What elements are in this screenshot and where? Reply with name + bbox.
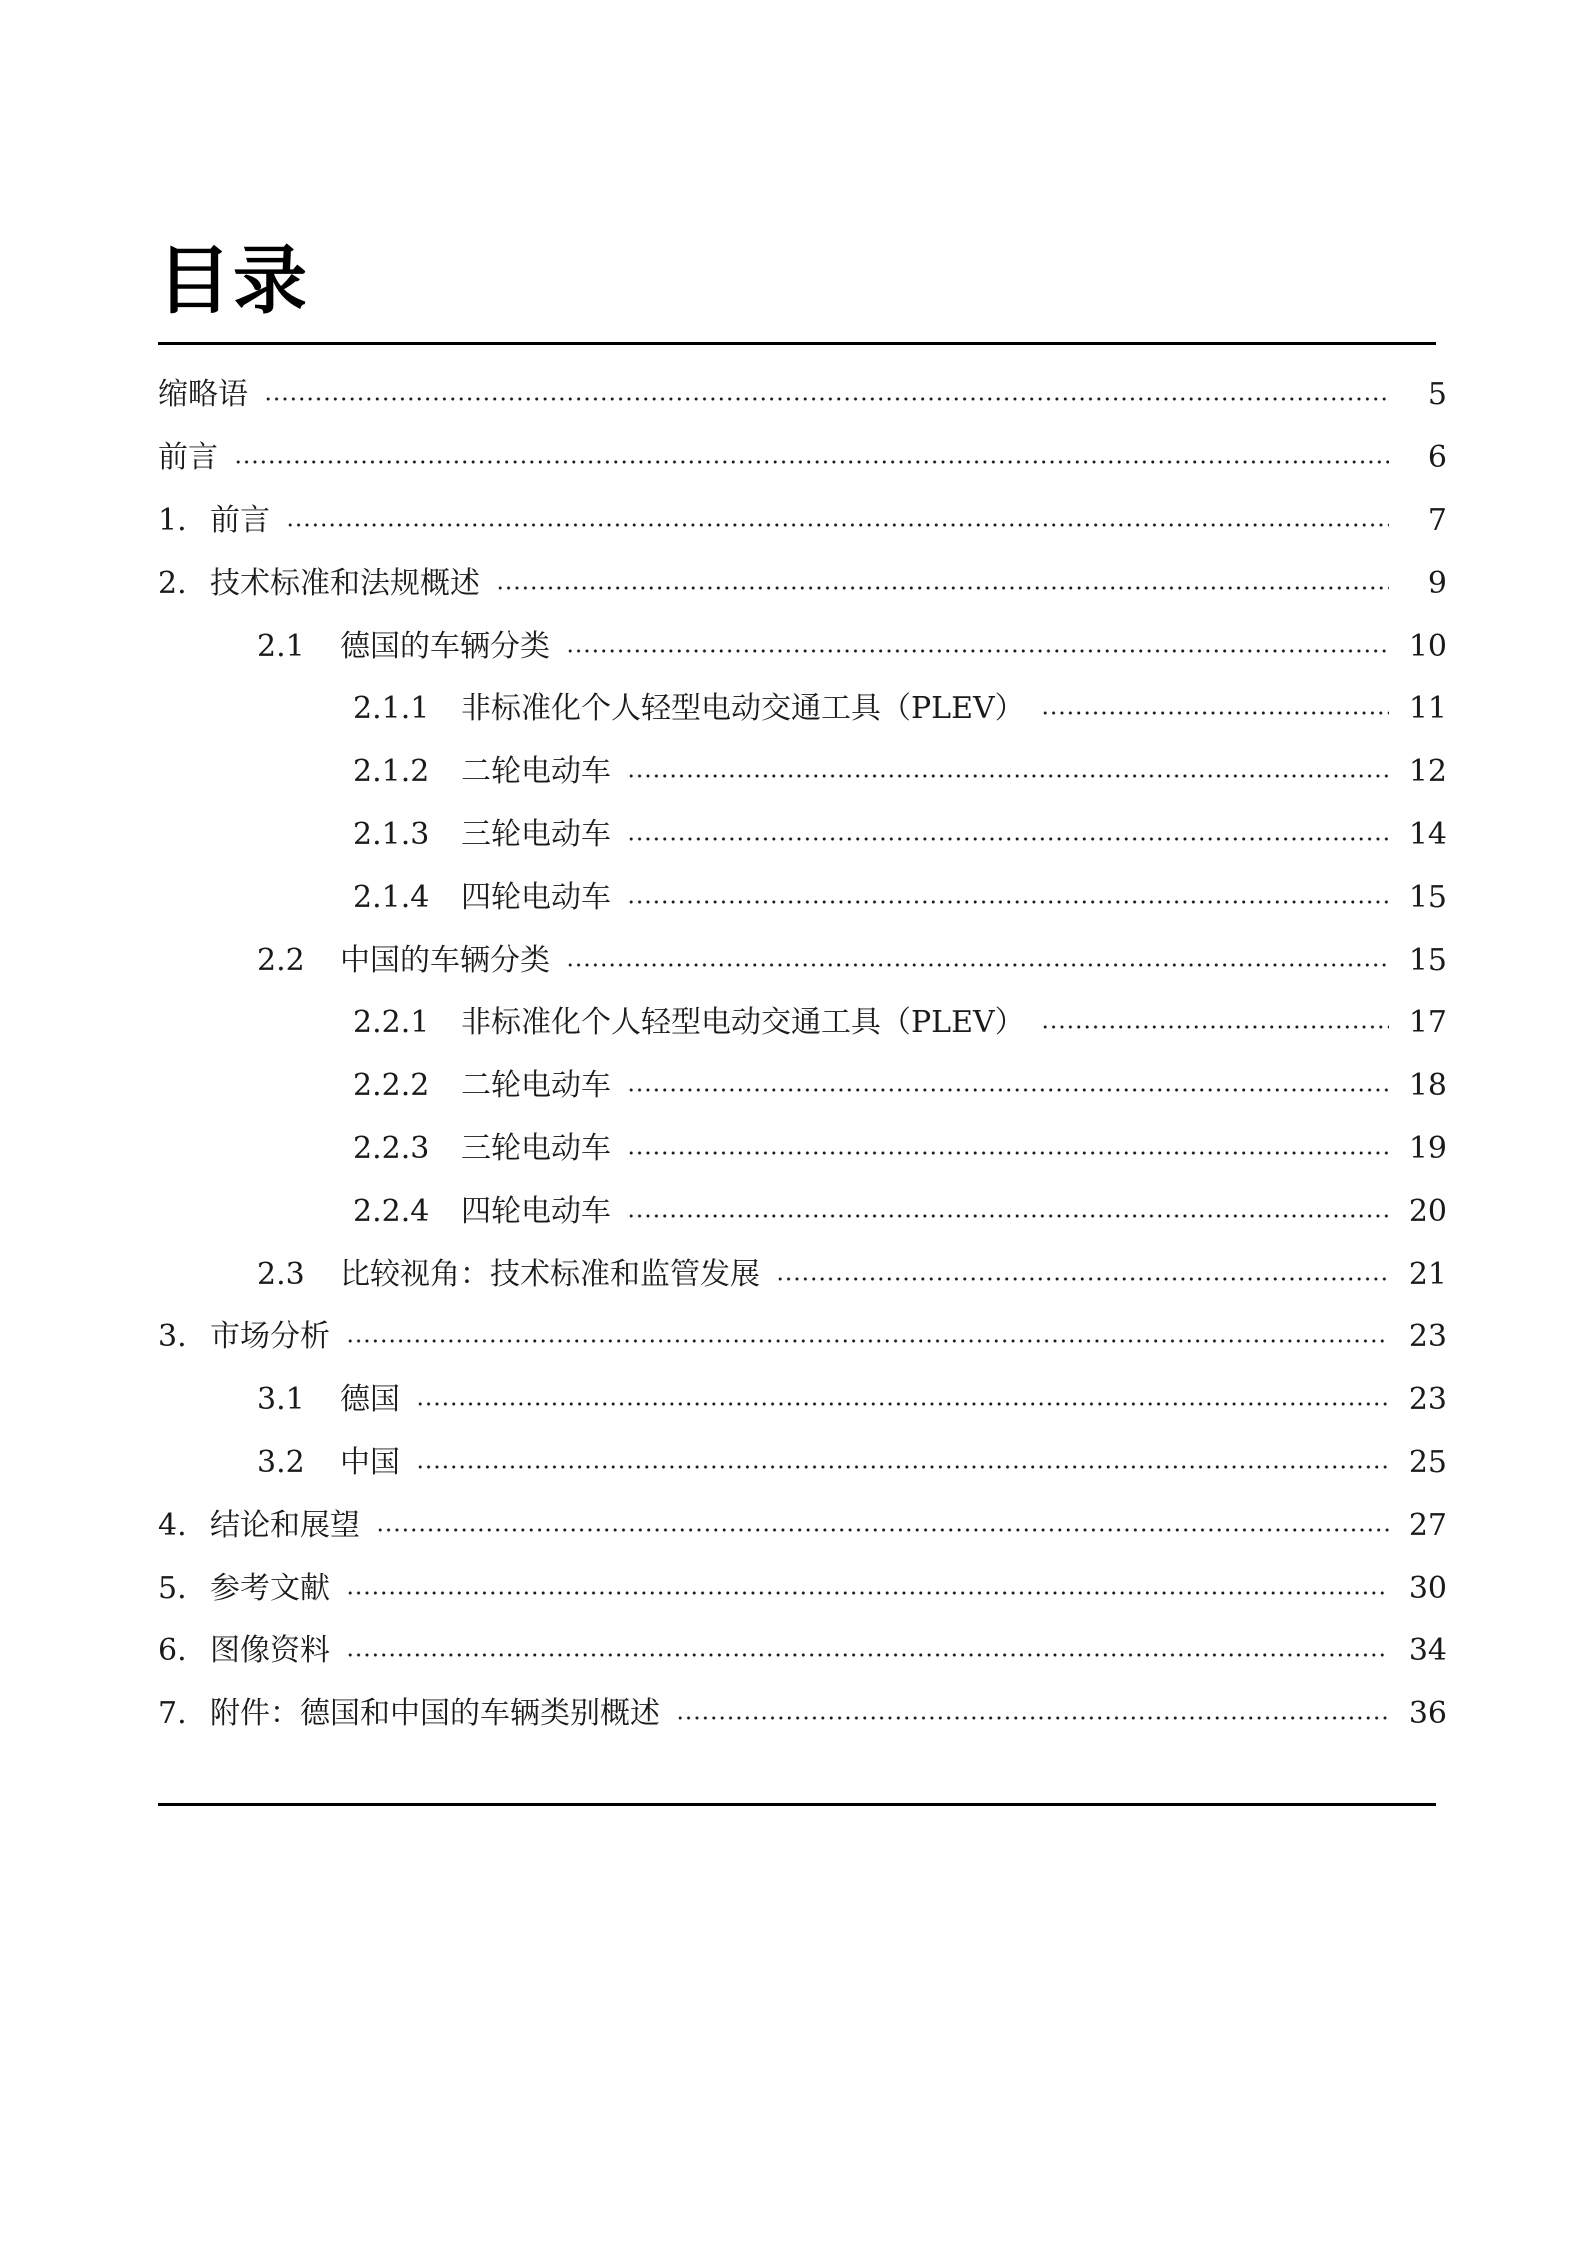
- toc-entry-label: 二轮电动车: [461, 754, 611, 790]
- toc-entry-number: 3.2: [257, 1444, 305, 1480]
- dot-leader: [234, 455, 1389, 469]
- toc-entry-number: 3.1: [257, 1382, 305, 1418]
- dot-leader: [627, 1209, 1389, 1223]
- dot-leader: [627, 832, 1389, 846]
- toc-entry-page: 7: [1427, 502, 1447, 538]
- toc-entry-page: 12: [1408, 754, 1447, 790]
- toc-entry-number: 2.: [158, 565, 187, 601]
- toc-entry-page: 18: [1408, 1068, 1447, 1104]
- toc-entry-label: 前言: [158, 440, 218, 476]
- toc-entry[interactable]: [0, 1118, 1586, 1181]
- toc-entry[interactable]: [0, 1432, 1586, 1495]
- toc-entry-label: 前言: [210, 502, 270, 538]
- toc-entry-label: 四轮电动车: [461, 879, 611, 915]
- toc-entry-page: 6: [1427, 440, 1447, 476]
- toc-entry-label: 德国: [340, 1382, 400, 1418]
- toc-entry-page: 11: [1408, 691, 1447, 727]
- toc-entry-label: 德国的车辆分类: [340, 628, 550, 664]
- toc-entry[interactable]: [0, 1494, 1586, 1557]
- toc-entry-page: 36: [1408, 1696, 1447, 1732]
- dot-leader: [627, 895, 1389, 909]
- page-title: 目录: [157, 238, 309, 324]
- toc-entry-page: 5: [1427, 377, 1447, 413]
- toc-entry[interactable]: [0, 1620, 1586, 1683]
- toc-entry-page: 27: [1408, 1507, 1447, 1543]
- dot-leader: [627, 769, 1389, 783]
- toc-entry-number: 7.: [158, 1696, 187, 1732]
- toc-entry-label: 中国的车辆分类: [340, 942, 550, 978]
- toc-entry-number: 1.: [158, 502, 187, 538]
- dot-leader: [416, 1460, 1389, 1474]
- dot-leader: [566, 958, 1389, 972]
- toc-entry-label: 非标准化个人轻型电动交通工具（PLEV）: [461, 691, 1025, 727]
- dot-leader: [566, 644, 1389, 658]
- toc-entry[interactable]: [0, 1557, 1586, 1620]
- dot-leader: [1041, 706, 1389, 720]
- toc-entry-number: 2.1.2: [353, 754, 430, 790]
- toc-entry-page: 17: [1408, 1005, 1447, 1041]
- toc-entry[interactable]: [0, 552, 1586, 615]
- toc-entry-page: 14: [1408, 816, 1447, 852]
- toc-entry[interactable]: [0, 1683, 1586, 1746]
- dot-leader: [496, 581, 1389, 595]
- dot-leader: [1041, 1020, 1389, 1034]
- toc-entry-label: 图像资料: [210, 1633, 330, 1669]
- toc-entry-label: 非标准化个人轻型电动交通工具（PLEV）: [461, 1005, 1025, 1041]
- toc-entry[interactable]: [0, 741, 1586, 804]
- dot-leader: [286, 518, 1389, 532]
- toc-entry-label: 缩略语: [158, 377, 248, 413]
- toc-entry-page: 30: [1408, 1570, 1447, 1606]
- toc-entry-label: 三轮电动车: [461, 816, 611, 852]
- toc-entry-page: 21: [1408, 1256, 1447, 1292]
- toc-entry-label: 三轮电动车: [461, 1130, 611, 1166]
- toc-entry-number: 2.2.2: [353, 1068, 430, 1104]
- bottom-divider: [158, 1803, 1436, 1806]
- dot-leader: [416, 1397, 1389, 1411]
- toc-entry[interactable]: [0, 866, 1586, 929]
- toc-entry[interactable]: [0, 929, 1586, 992]
- table-of-contents: [0, 364, 1586, 1746]
- toc-entry-page: 9: [1427, 565, 1447, 601]
- toc-entry[interactable]: [0, 992, 1586, 1055]
- dot-leader: [627, 1083, 1389, 1097]
- dot-leader: [376, 1523, 1389, 1537]
- toc-entry-label: 结论和展望: [210, 1507, 360, 1543]
- toc-entry-label: 比较视角：技术标准和监管发展: [340, 1256, 760, 1292]
- toc-entry-page: 23: [1408, 1319, 1447, 1355]
- toc-entry[interactable]: [0, 1180, 1586, 1243]
- dot-leader: [627, 1146, 1389, 1160]
- toc-entry-label: 中国: [340, 1444, 400, 1480]
- toc-entry-number: 2.1.1: [353, 691, 430, 727]
- toc-entry-page: 19: [1408, 1130, 1447, 1166]
- toc-entry[interactable]: [0, 615, 1586, 678]
- toc-entry[interactable]: [0, 1055, 1586, 1118]
- toc-entry-label: 技术标准和法规概述: [210, 565, 480, 601]
- dot-leader: [776, 1272, 1389, 1286]
- top-divider: [158, 342, 1436, 345]
- toc-entry-number: 6.: [158, 1633, 187, 1669]
- toc-entry-number: 2.2: [257, 942, 305, 978]
- toc-entry-number: 2.2.4: [353, 1193, 430, 1229]
- toc-entry[interactable]: [0, 1306, 1586, 1369]
- toc-entry-page: 15: [1408, 942, 1447, 978]
- toc-entry[interactable]: [0, 1369, 1586, 1432]
- toc-entry-number: 2.3: [257, 1256, 305, 1292]
- toc-entry-page: 23: [1408, 1382, 1447, 1418]
- toc-entry-number: 3.: [158, 1319, 187, 1355]
- toc-entry[interactable]: [0, 1243, 1586, 1306]
- toc-entry[interactable]: [0, 490, 1586, 553]
- toc-entry[interactable]: [0, 427, 1586, 490]
- toc-entry-page: 25: [1408, 1444, 1447, 1480]
- dot-leader: [346, 1648, 1389, 1662]
- toc-entry-label: 参考文献: [210, 1570, 330, 1606]
- toc-entry-page: 15: [1408, 879, 1447, 915]
- toc-entry-number: 2.1.3: [353, 816, 430, 852]
- toc-entry[interactable]: [0, 804, 1586, 867]
- toc-entry-page: 20: [1408, 1193, 1447, 1229]
- toc-entry-number: 5.: [158, 1570, 187, 1606]
- toc-entry-page: 10: [1408, 628, 1447, 664]
- toc-entry-label: 市场分析: [210, 1319, 330, 1355]
- toc-entry-number: 4.: [158, 1507, 187, 1543]
- toc-entry-label: 附件：德国和中国的车辆类别概述: [210, 1696, 660, 1732]
- dot-leader: [346, 1586, 1389, 1600]
- toc-entry-number: 2.1: [257, 628, 305, 664]
- dot-leader: [264, 392, 1389, 406]
- toc-entry-page: 34: [1408, 1633, 1447, 1669]
- toc-entry-label: 二轮电动车: [461, 1068, 611, 1104]
- toc-entry-label: 四轮电动车: [461, 1193, 611, 1229]
- toc-entry[interactable]: [0, 364, 1586, 427]
- dot-leader: [676, 1711, 1389, 1725]
- toc-entry-number: 2.1.4: [353, 879, 430, 915]
- dot-leader: [346, 1334, 1389, 1348]
- toc-entry[interactable]: [0, 678, 1586, 741]
- toc-entry-number: 2.2.1: [353, 1005, 430, 1041]
- toc-entry-number: 2.2.3: [353, 1130, 430, 1166]
